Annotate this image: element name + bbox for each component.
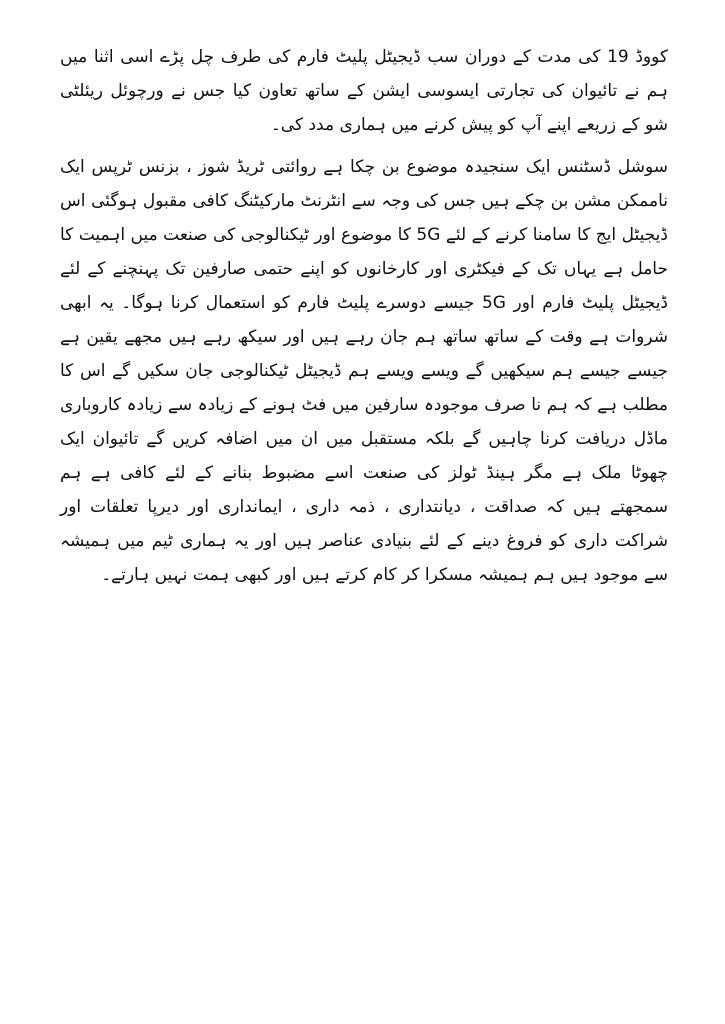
- paragraph-1: کووڈ 19 کی مدت کے دوران سب ڈیجیٹل پلیٹ فارم کی طرف چل پڑے اسی اثنا میں ہم نے تائیوان کی تجارتی ایسوسی ایشن کے ساتھ تعاون کیا جس نے ورچوئل ریئلٹی شو کے زریعے اپنے آپ کو پیش کرنے میں ہماری مدد کی۔: [60, 47, 668, 135]
- article-body: [60, 40, 668, 592]
- paragraph-2: سوشل ڈسٹنس ایک سنجیدہ موضوع بن چکا ہے روائتی ٹریڈ شوز ، بزنس ٹرپس ایک ناممکن مشن بن چکے ہیں جس کی وجہ سے انٹرنٹ مارکیٹنگ کافی مقبول ہوگئی اس ڈیجیٹل ایج کا سامنا کرنے کے لئے 5G کا موضوع اور ٹیکنالوجی کی صنعت میں اہمیت کا حامل ہے یہاں تک کے فیکٹری اور کارخانوں کو اپنے حتمی صارفین تک پہنچنے کے لئے ڈیجیٹل پلیٹ فارم اور 5G جیسے دوسرے پلیٹ فارم کو استعمال کرنا ہوگا۔ یہ ابھی شروات ہے وقت کے ساتھ ساتھ ہم جان رہے ہیں اور سیکھ رہے ہیں مجھے یقین ہے جیسے جیسے ہم سیکھیں گے ویسے ویسے ہم ڈیجیٹل ٹیکنالوجی جان سکیں گے اس کا مطلب ہے کہ ہم نا صرف موجودہ سارفین میں فٹ ہونے کے زیادہ سے زیادہ کاروباری ماڈل دریافت کرنا چاہیں گے بلکہ مستقبل میں ان میں اضافہ کریں گے تائیوان ایک چھوٹا ملک ہے مگر ہینڈ ٹولز کی صنعت اسے مضبوط بنانے کے لئے کافی ہے ہم سمجھتے ہیں کہ صداقت ، دیانتداری ، ذمہ داری ، ایمانداری اور دیرپا تعلقات اور شراکت داری کو فروغ دینے کے لئے بنیادی عناصر ہیں اور یہ ہماری ٹیم میں ہمیشہ سے موجود ہیں ہم ہمیشہ مسکرا کر کام کرتے ہیں اور کبھی ہمت نہیں ہارتے۔: [60, 157, 668, 585]
